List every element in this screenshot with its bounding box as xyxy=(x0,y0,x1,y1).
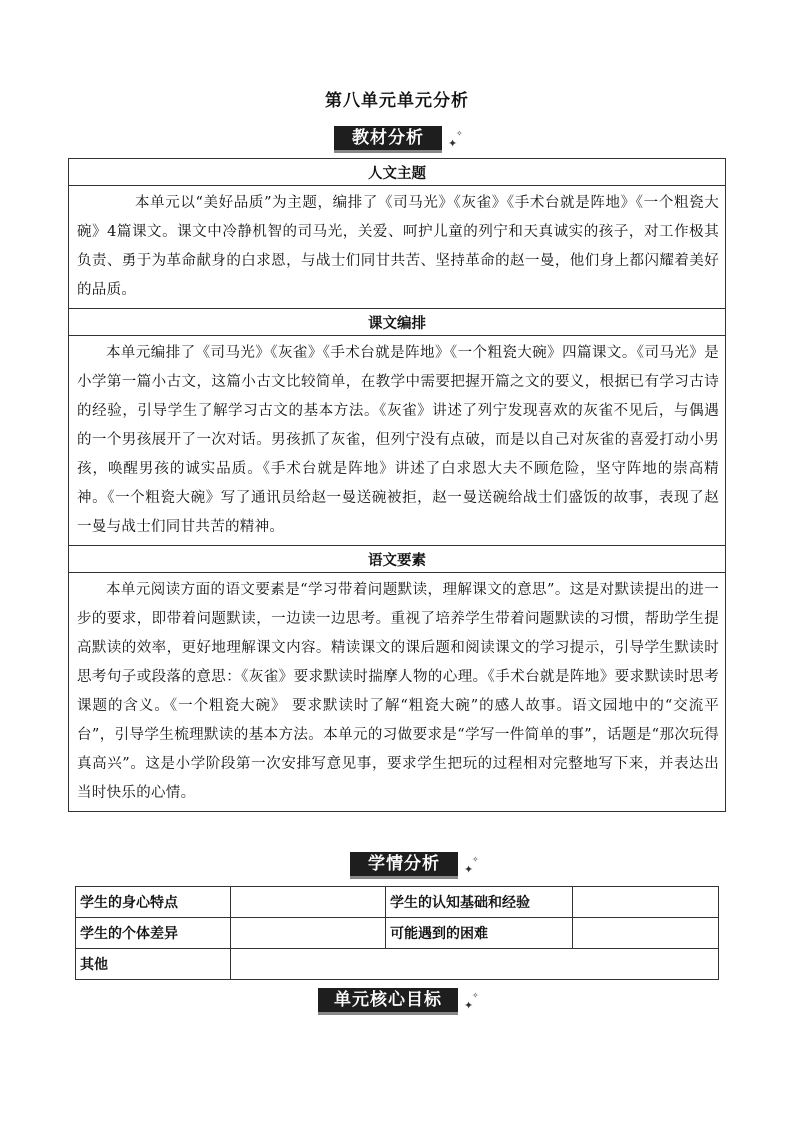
sparkle-icon: ✧ xyxy=(456,129,463,138)
value-others[interactable] xyxy=(231,949,719,980)
sparkle-icon: ✧ xyxy=(472,991,479,1000)
text-humanistic-theme: 本单元以“美好品质”为主题，编排了《司马光》《灰雀》《手术台就是阵地》《一个粗瓷大碗》4篇课文。课文中冷静机智的司马光，关爱、呵护儿童的列宁和天真诚实的孩子，对工作极其负责、勇于为革命献身的白求恩，与战士们同甘共苦、坚持革命的赵一曼，他们身上都闪耀着美好的品质。 xyxy=(69,186,726,309)
value-cognitive-basis[interactable] xyxy=(573,887,719,918)
text-arrangement: 本单元编排了《司马光》《灰雀》《手术台就是阵地》《一个粗瓷大碗》四篇课文。《司马光》是小学第一篇小古文，这篇小古文比较简单，在教学中需要把握开篇之文的要义，根据已有学习古诗的经验，引导学生了解学习古文的基本方法。《灰雀》讲述了列宁发现喜欢的灰雀不见后，与偶遇的一个男孩展开了一次对话。男孩抓了灰雀，但列宁没有点破，而是以自己对灰雀的喜爱打动小男孩，唤醒男孩的诚实品质。《手术台就是阵地》讲述了白求恩大夫不顾危险，坚守阵地的崇高精神。《一个粗瓷大碗》写了通讯员给赵一曼送碗被拒，赵一曼送碗给战士们盛饭的故事，表现了赵一曼与战士们同甘共苦的精神。 xyxy=(69,336,726,546)
value-physical-mental[interactable] xyxy=(231,887,386,918)
text-language-elements: 本单元阅读方面的语文要素是“学习带着问题默读，理解课文的意思”。这是对默读提出的进一步的要求，即带着问题默读，一边读一边思考。重视了培养学生带着问题默读的习惯，帮助学生提高默读的效率，更好地理解课文内容。精读课文的课后题和阅读课文的学习提示，引导学生默读时思考句子或段落的意思：《灰雀》要求默读时揣摩人物的心理。《手术台就是阵地》要求默读时思考课题的含义。《一个粗瓷大碗》 要求默读时了解“粗瓷大碗”的感人故事。语文园地中的“交流平台”，引导学生梳理默读的基本方法。本单元的习做要求是“学写一件简单的事”，话题是“那次玩得真高兴”。这是小学阶段第一次安排写意见事，要求学生把玩的过程相对完整地写下来，并表达出当时快乐的心情。 xyxy=(69,573,726,812)
header-language-elements: 语文要素 xyxy=(69,546,726,573)
label-cognitive-basis: 学生的认知基础和经验 xyxy=(386,887,573,918)
section-banner-textbook xyxy=(334,126,464,153)
section-banner-goals xyxy=(318,988,478,1015)
section-title-goals: 单元核心目标 xyxy=(318,988,458,1015)
label-others: 其他 xyxy=(76,949,231,980)
value-individual-diff[interactable] xyxy=(231,918,386,949)
section-title-students: 学情分析 xyxy=(350,852,458,879)
label-difficulties: 可能遇到的困难 xyxy=(386,918,573,949)
label-physical-mental: 学生的身心特点 xyxy=(76,887,231,918)
sparkle-icon: ✦ xyxy=(464,863,474,876)
sparkle-icon: ✦ xyxy=(448,137,458,150)
sparkle-icon: ✦ xyxy=(464,999,474,1012)
section-banner-students xyxy=(350,852,480,879)
label-individual-diff: 学生的个体差异 xyxy=(76,918,231,949)
header-humanistic-theme: 人文主题 xyxy=(69,159,726,186)
header-arrangement: 课文编排 xyxy=(69,309,726,336)
value-difficulties[interactable] xyxy=(573,918,719,949)
section-title-textbook: 教材分析 xyxy=(334,126,442,153)
student-analysis-table xyxy=(75,886,719,980)
page-title: 第八单元单元分析 xyxy=(325,91,469,111)
textbook-analysis-table xyxy=(68,158,726,812)
sparkle-icon: ✧ xyxy=(472,855,479,864)
